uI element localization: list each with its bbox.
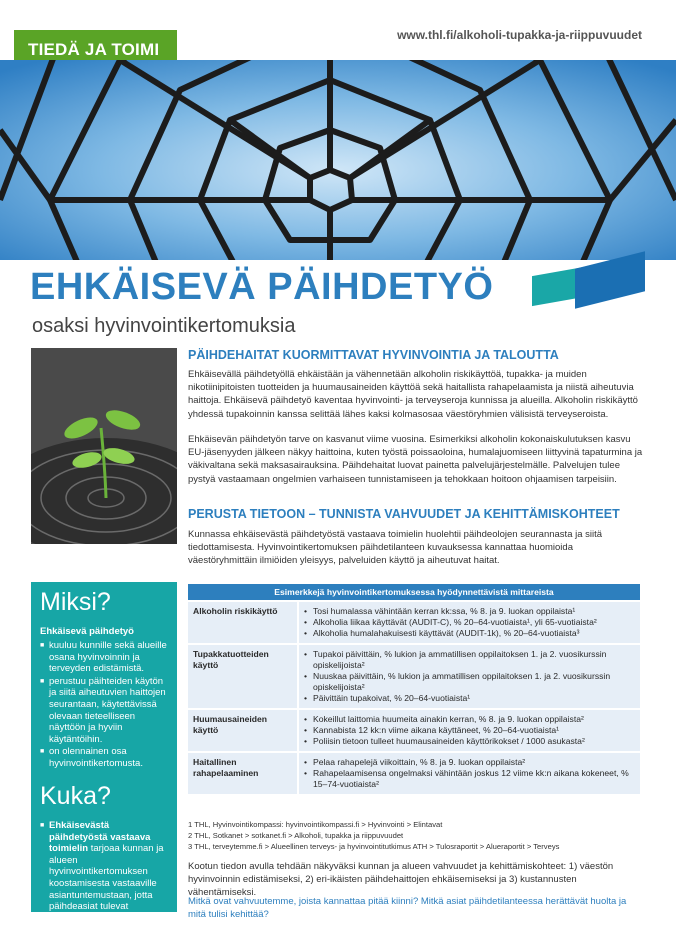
why-item: ■ on olennainen osa hyvinvointikertomusta. [40, 746, 170, 769]
paragraph-need: Ehkäisevän päihdetyön tarve on kasvanut viime vuosina. Esimerkiksi alkoholin kokonaiskulutuksen kasvu EU-jäsenyyden jälkeen näkyy haittoina, kuten työstä poissaoloina, humalajuomiseen liittyvinä tapaturmina ja väkivaltana sekä maksasairauksina. Päihdehaitat luovat painetta palvelujärjestelmälle. Palvelujen tulee pystyä vastaamaan ongelmien varhaiseen tunnistamiseen ja tehokkaan hoitoon ohjaamisen tarpeisiin. [188, 434, 643, 485]
table-header: Esimerkkejä hyvinvointikertomuksessa hyödynnettävistä mittareista [188, 584, 640, 601]
table-item: • Päivittäin tupakoivat, % 20–64-vuotiaista¹ [303, 693, 636, 704]
table-item: • Tosi humalassa vähintään kerran kk:ssa, % 8. ja 9. luokan oppilaista¹ [303, 606, 636, 617]
header-url[interactable]: www.thl.fi/alkoholi-tupakka-ja-riippuvuudet [397, 28, 642, 42]
table-item: • Rahapelaamisensa ongelmaksi vähintään joskus 12 viime kk:n aikana kokeneet, % 15–74-vuotiaista² [303, 768, 636, 790]
table-row [188, 709, 640, 752]
paragraph-closing: Kootun tiedon avulla tehdään näkyväksi kunnan ja alueen vahvuudet ja kehittämiskohteet: 1) väestön hyvinvoinnin edistämiseksi, 2) eri-ikäisten päihdehaittojen ehkäisemiseksi ja 3) kustannusten vähentämiseksi. [188, 861, 614, 899]
who-text: tarjoaa kunnan ja alueen hyvinvointikertomuksen koostamisesta vastaaville asiantuntemustaan, jotta päihdeasiat tulevat huomioitua. [49, 843, 164, 924]
who-list [40, 820, 170, 924]
section-heading-burden: PÄIHDEHAITAT KUORMITTAVAT HYVINVOINTIA JA TALOUTTA [188, 348, 559, 362]
table-cell [298, 601, 640, 644]
table-item: • Kannabista 12 kk:n viime aikana käyttäneet, % 20–64-vuotiaista¹ [303, 725, 636, 736]
table-item: • Kokeillut laittomia huumeita ainakin kerran, % 8. ja 9. luokan oppilaista² [303, 714, 636, 725]
table-item: • Tupakoi päivittäin, % lukion ja ammatillisen oppilaitoksen 1. ja 2. vuosikurssin opiskelijoista² [303, 649, 636, 671]
footnote: 1 THL, Hyvinvointikompassi: hyvinvointikompassi.fi > Hyvinvointi > Elintavat [188, 820, 443, 829]
why-subheading: Ehkäisevä päihdetyö [40, 626, 134, 637]
table-item: • Pelaa rahapelejä viikoittain, % 8. ja 9. luokan oppilaista² [303, 757, 636, 768]
who-heading: Kuka? [40, 782, 111, 810]
page-title: EHKÄISEVÄ PÄIHDETYÖ [30, 266, 494, 308]
indicators-table [188, 584, 640, 794]
table-cell [298, 752, 640, 794]
table-row [188, 644, 640, 709]
footnote: 3 THL, terveytemme.fi > Alueellinen terveys- ja hyvinvointitutkimus ATH > Tulosraportit > Alueraportit > Terveys [188, 842, 560, 851]
paragraph-monitoring: Kunnassa ehkäisevästä päihdetyöstä vastaava toimielin huolehtii päihdeolojen seurannasta ja siitä tiedottamisesta. Hyvinvointikertomuksen päihdetilanteen kuvauksessa kannattaa huomioida väestöryhmittäin ilmiöiden yleisyys, palveluiden käyttö ja aiheutuvat haitat. [188, 529, 603, 567]
why-item: ■ kuuluu kunnille sekä alueille osana hyvinvoinnin ja terveyden edistämistä. [40, 640, 170, 675]
table-cell [298, 709, 640, 752]
who-bold: Ehkäisevästä päihdetyöstä vastaava toimielin [49, 820, 151, 855]
table-item: • Poliisin tietoon tulleet huumausaineiden käyttörikokset / 1000 asukasta² [303, 736, 636, 747]
table-category: Alkoholin riskikäyttö [188, 601, 298, 644]
table-item: • Alkoholia humalahakuisesti käyttävät (AUDIT-1k), % 20–64-vuotiaista³ [303, 628, 636, 639]
table-category: Haitallinen rahapelaaminen [188, 752, 298, 794]
closing-question: Mitkä ovat vahvuutemme, joista kannattaa pitää kiinni? Mitkä asiat päihdetilanteessa herättävät huolta ja mitä tulisi kehittää? [188, 896, 627, 921]
why-list [40, 640, 170, 770]
paragraph-prevention: Ehkäisevällä päihdetyöllä ehkäistään ja vähennetään alkoholin riskikäyttöä, tupakka- ja muiden nikotiinipitoisten tuotteiden ja huumausaineiden käyttöä sekä haitallista rahapelaamista ja niistä aiheutuvia haittoja. Ehkäisevä päihdetyö kaventaa hyvinvointi- ja terveyseroja kunnissa ja alueilla. Alkoholin riskikäyttö yhdessä tupakoinnin kanssa selittää lähes kaksi kolmasosaa väestöryhmien välisistä terveyseroista. [188, 369, 638, 420]
table-row [188, 752, 640, 794]
hero-image [0, 60, 676, 260]
sprout-image [31, 348, 177, 544]
table-item: • Nuuskaa päivittäin, % lukion ja ammatillisen oppilaitoksen 1. ja 2. vuosikurssin opiskelijoista² [303, 671, 636, 693]
badge-label: TIEDÄ JA TOIMI [28, 40, 160, 59]
section-heading-knowledge: PERUSTA TIETOON – TUNNISTA VAHVUUDET JA KEHITTÄMISKOHTEET [188, 507, 620, 521]
page-subtitle: osaksi hyvinvointikertomuksia [32, 315, 296, 337]
why-heading: Miksi? [40, 588, 111, 616]
table-row [188, 601, 640, 644]
table-item: • Alkoholia liikaa käyttävät (AUDIT-C), % 20–64-vuotiaista¹, yli 65-vuotiaista² [303, 617, 636, 628]
sidebar-box [31, 582, 177, 924]
table-category: Tupakkatuotteiden käyttö [188, 644, 298, 709]
table-cell [298, 644, 640, 709]
footnote: 2 THL, Sotkanet > sotkanet.fi > Alkoholi, tupakka ja riippuvuudet [188, 831, 404, 840]
who-text-block [40, 820, 170, 924]
why-item: ■ perustuu päihteiden käytön ja siitä aiheutuvien haittojen seurantaan, käytettävissä olevaan tieteelliseen näyttöön ja hyviin käytäntöihin. [40, 676, 170, 746]
table-category: Huumausaineiden käyttö [188, 709, 298, 752]
who-item [40, 820, 170, 924]
